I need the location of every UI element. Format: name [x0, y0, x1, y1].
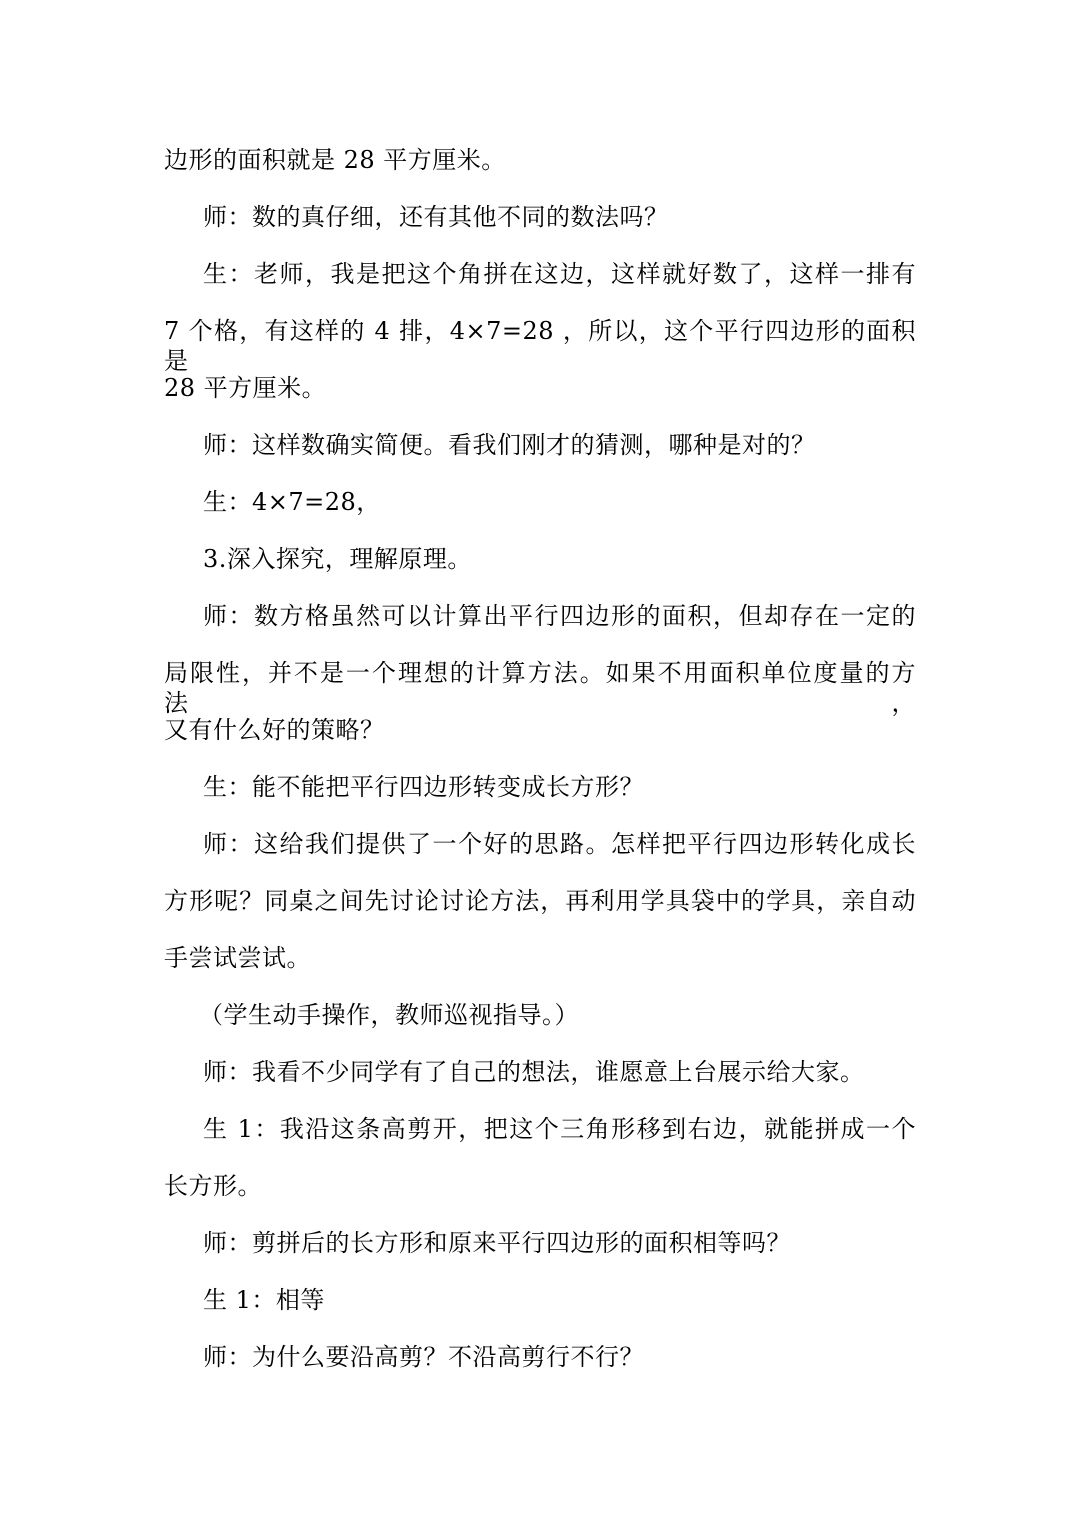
text-line: 局限性，并不是一个理想的计算方法。如果不用面积单位度量的方法， — [164, 659, 916, 717]
text-line: 生：4×7=28， — [203, 488, 381, 516]
text-line: 师：我看不少同学有了自己的想法，谁愿意上台展示给大家。 — [203, 1058, 865, 1086]
stage-direction: （学生动手操作，教师巡视指导。） — [199, 1001, 579, 1029]
text-line: 生 1：我沿这条高剪开，把这个三角形移到右边，就能拼成一个 — [203, 1115, 916, 1143]
text-line: 生：老师，我是把这个角拼在这边，这样就好数了，这样一排有 — [203, 260, 916, 288]
text-line: 师：剪拼后的长方形和原来平行四边形的面积相等吗？ — [203, 1229, 791, 1257]
text-line: 生 1：相等 — [203, 1286, 325, 1314]
text-line: 师：这样数确实简便。看我们刚才的猜测，哪种是对的？ — [203, 431, 816, 459]
text-line: 师：数的真仔细，还有其他不同的数法吗？ — [203, 203, 669, 231]
section-heading: 3.深入探究，理解原理。 — [203, 545, 472, 573]
text-line: 手尝试尝试。 — [164, 944, 311, 972]
text-line: 生：能不能把平行四边形转变成长方形？ — [203, 773, 644, 801]
text-line: 边形的面积就是 28 平方厘米。 — [164, 146, 506, 174]
text-line: 师：这给我们提供了一个好的思路。怎样把平行四边形转化成长 — [203, 830, 916, 858]
text-line: 师：为什么要沿高剪？不沿高剪行不行？ — [203, 1343, 644, 1371]
text-line: 7 个格，有这样的 4 排，4×7=28 ，所以，这个平行四边形的面积是 — [164, 317, 916, 375]
text-line: 长方形。 — [164, 1172, 262, 1200]
text-line: 方形呢？同桌之间先讨论讨论方法，再利用学具袋中的学具，亲自动 — [164, 887, 916, 915]
text-line: 师：数方格虽然可以计算出平行四边形的面积，但却存在一定的 — [203, 602, 916, 630]
text-line: 又有什么好的策略？ — [164, 716, 385, 744]
text-line: 28 平方厘米。 — [164, 374, 327, 402]
